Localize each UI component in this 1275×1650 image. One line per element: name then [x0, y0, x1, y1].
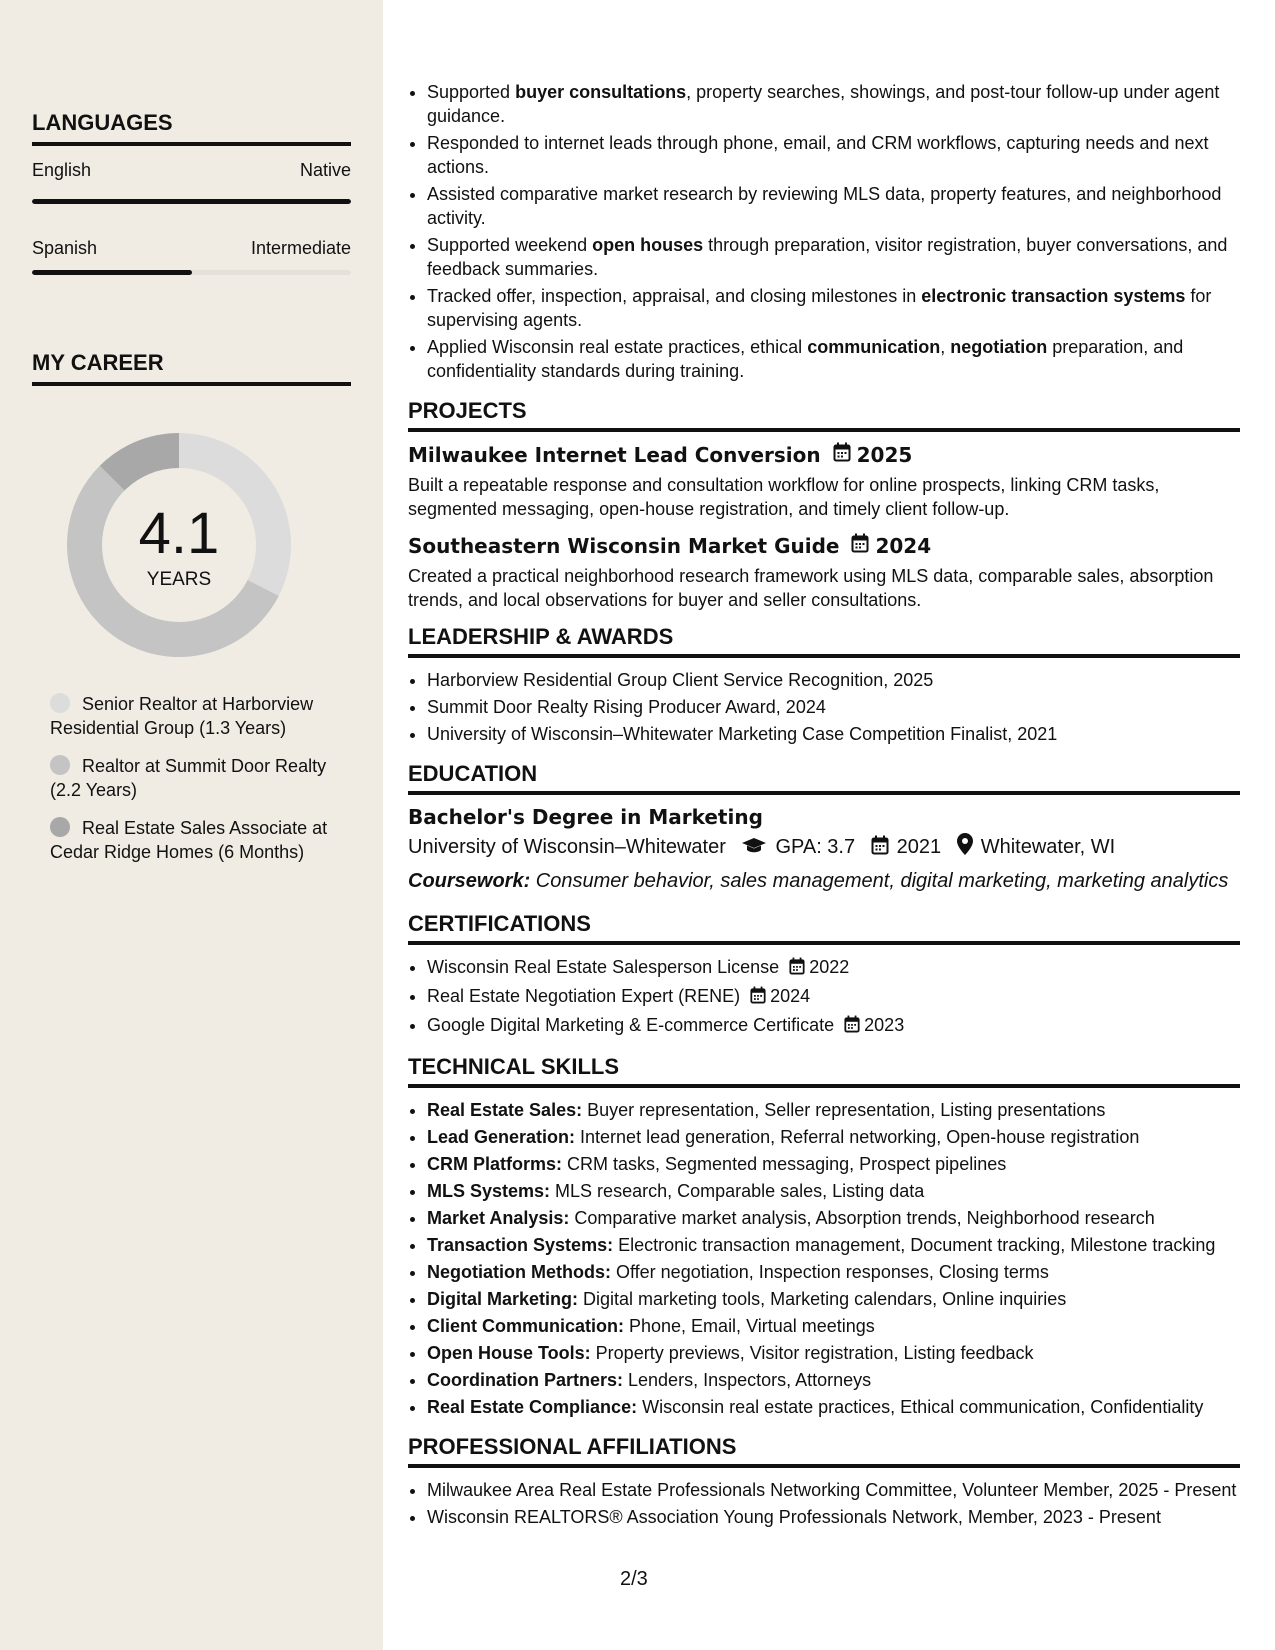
language-level: Intermediate [250, 238, 351, 258]
certification-item [427, 1013, 1240, 1039]
career-heading: MY CAREER [32, 350, 351, 386]
career-legend-item [50, 754, 330, 802]
skill-category: Market Analysis: [427, 1208, 570, 1228]
certification-name: Real Estate Negotiation Expert (RENE) [427, 986, 741, 1006]
affiliation-item: • Wisconsin REALTORS® Association Young Professionals Network, Member, 2023 - Present [427, 1505, 1240, 1529]
skill-values: Wisconsin real estate practices, Ethical communication, Confidentiality [637, 1397, 1204, 1417]
bullet-text: for supervising agents. [427, 286, 1212, 330]
projects-heading: PROJECTS [408, 398, 1240, 432]
bullet-text: Tracked offer, inspection, appraisal, and closing milestones in [427, 286, 922, 306]
skill-category: Digital Marketing: [427, 1289, 579, 1309]
career-unit: YEARS [146, 569, 212, 590]
certification-name: Google Digital Marketing & E-commerce Certificate [427, 1015, 835, 1035]
graduation-year: 2021 [896, 836, 942, 858]
experience-bullet [427, 335, 1240, 383]
coursework-label: Coursework: [408, 870, 531, 892]
award-item: • Harborview Residential Group Client Service Recognition, 2025 [427, 668, 1240, 692]
skill-values: CRM tasks, Segmented messaging, Prospect pipelines [562, 1154, 1007, 1174]
certification-year: 2023 [864, 1015, 905, 1035]
language-row-english [32, 160, 351, 181]
language-bar-spanish [32, 270, 351, 275]
calendar-icon [750, 986, 766, 1010]
bullet-text: preparation, and confidentiality standards during training. [427, 337, 1184, 381]
project-name: Southeastern Wisconsin Market Guide [408, 534, 840, 558]
skill-item [427, 1287, 1240, 1311]
skill-item [427, 1098, 1240, 1122]
skill-values: Offer negotiation, Inspection responses, Closing terms [610, 1262, 1049, 1282]
bullet-text: Assisted comparative market research by reviewing MLS data, property features, and neighborhood activity. [427, 184, 1222, 228]
language-name: English [32, 160, 92, 180]
project-name: Milwaukee Internet Lead Conversion [408, 443, 821, 467]
skill-category: Coordination Partners: [427, 1370, 624, 1390]
language-bar-fill [32, 270, 192, 275]
calendar-icon [789, 957, 805, 981]
experience-bullet [427, 80, 1240, 128]
skill-item [427, 1314, 1240, 1338]
degree: Bachelor's Degree in Marketing [408, 805, 763, 829]
skill-item [427, 1206, 1240, 1230]
language-bar-english [32, 199, 351, 204]
skill-item [427, 1152, 1240, 1176]
skill-item [427, 1368, 1240, 1392]
certifications-heading: CERTIFICATIONS [408, 911, 1240, 945]
skill-values: MLS research, Comparable sales, Listing data [550, 1181, 925, 1201]
affiliations-list [408, 1478, 1240, 1529]
career-label: Senior Realtor at Harborview Residential Group (1.3 Years) [50, 694, 314, 738]
career-label: Realtor at Summit Door Realty (2.2 Years) [50, 756, 327, 800]
career-total: 4.1 [138, 501, 220, 566]
bullet-text: , property searches, showings, and post-tour follow-up under agent guidance. [427, 82, 1220, 126]
page-number: 2/3 [620, 1568, 648, 1590]
bullet-text: , [940, 337, 951, 357]
calendar-icon [871, 835, 889, 863]
coursework-text: Consumer behavior, sales management, digital marketing, marketing analytics [530, 870, 1229, 892]
skill-category: Real Estate Compliance: [427, 1397, 638, 1417]
project-title [408, 442, 1240, 467]
award-item: • Summit Door Realty Rising Producer Award, 2024 [427, 695, 1240, 719]
skill-category: Real Estate Sales: [427, 1100, 583, 1120]
languages-heading: LANGUAGES [32, 110, 351, 146]
affiliation-item: • Milwaukee Area Real Estate Professionals Networking Committee, Volunteer Member, 2025 - Present [427, 1478, 1240, 1502]
language-name: Spanish [32, 238, 98, 258]
legend-dot [50, 817, 70, 837]
project-year: 2024 [875, 534, 932, 558]
experience-bullet [427, 233, 1240, 281]
legend-dot [50, 693, 70, 713]
school-name: University of Wisconsin–Whitewater [408, 836, 726, 858]
language-row-spanish [32, 238, 351, 259]
school-location: Whitewater, WI [980, 836, 1116, 858]
project-title [408, 533, 1240, 558]
calendar-icon [844, 1015, 860, 1039]
project-description: Created a practical neighborhood research framework using MLS data, comparable sales, absorption trends, and local observations for buyer and seller consultations. [408, 566, 1214, 610]
skill-item [427, 1341, 1240, 1365]
skill-values: Comparative market analysis, Absorption trends, Neighborhood research [569, 1208, 1155, 1228]
education-heading: EDUCATION [408, 761, 1240, 795]
skill-values: Property previews, Visitor registration, Listing feedback [590, 1343, 1034, 1363]
emphasis-text: open houses [592, 235, 704, 255]
sidebar [0, 0, 383, 1650]
main-content [408, 80, 1240, 1532]
skill-category: Negotiation Methods: [427, 1262, 611, 1282]
award-item: • University of Wisconsin–Whitewater Marketing Case Competition Finalist, 2021 [427, 722, 1240, 746]
leadership-heading: LEADERSHIP & AWARDS [408, 624, 1240, 658]
bullet-text: Responded to internet leads through phone, email, and CRM workflows, capturing needs and next actions. [427, 133, 1209, 177]
bullet-text: Supported weekend [427, 235, 593, 255]
emphasis-text: buyer consultations [515, 82, 687, 102]
education-details [408, 833, 1240, 863]
skill-values: Phone, Email, Virtual meetings [624, 1316, 875, 1336]
skill-values: Digital marketing tools, Marketing calendars, Online inquiries [578, 1289, 1067, 1309]
skill-item [427, 1233, 1240, 1257]
projects-list [408, 442, 1240, 612]
skill-values: Internet lead generation, Referral networking, Open-house registration [575, 1127, 1140, 1147]
certification-year: 2024 [770, 986, 811, 1006]
bullet-text: Applied Wisconsin real estate practices, ethical [427, 337, 808, 357]
skill-category: Client Communication: [427, 1316, 624, 1336]
emphasis-text: communication [807, 337, 941, 357]
project-year: 2025 [856, 443, 913, 467]
skill-category: Open House Tools: [427, 1343, 591, 1363]
bullet-text: through preparation, visitor registration, buyer conversations, and feedback summaries. [427, 235, 1228, 279]
skill-values: Buyer representation, Seller representation, Listing presentations [582, 1100, 1106, 1120]
experience-bullets [408, 80, 1240, 383]
skill-item [427, 1179, 1240, 1203]
skill-values: Lenders, Inspectors, Attorneys [623, 1370, 872, 1390]
calendar-icon [833, 442, 851, 467]
experience-bullet [427, 284, 1240, 332]
leadership-list [408, 668, 1240, 746]
skill-category: CRM Platforms: [427, 1154, 563, 1174]
career-legend-item [50, 692, 330, 740]
career-legend-item [50, 816, 330, 864]
skill-category: Lead Generation: [427, 1127, 576, 1147]
location-pin-icon [957, 833, 973, 863]
skill-item [427, 1395, 1240, 1419]
certification-year: 2022 [809, 957, 850, 977]
career-donut-chart [64, 430, 294, 660]
career-label: Real Estate Sales Associate at Cedar Ridge Homes (6 Months) [50, 818, 328, 862]
skills-heading: TECHNICAL SKILLS [408, 1054, 1240, 1088]
bullet-text: Supported [427, 82, 516, 102]
language-level: Native [299, 160, 351, 180]
skill-category: Transaction Systems: [427, 1235, 614, 1255]
skill-values: Electronic transaction management, Document tracking, Milestone tracking [613, 1235, 1216, 1255]
affiliations-heading: PROFESSIONAL AFFILIATIONS [408, 1434, 1240, 1468]
experience-bullet [427, 131, 1240, 179]
skill-item [427, 1260, 1240, 1284]
certification-item [427, 984, 1240, 1010]
coursework [408, 865, 1240, 897]
skill-category: MLS Systems: [427, 1181, 551, 1201]
experience-bullet [427, 182, 1240, 230]
emphasis-text: negotiation [950, 337, 1048, 357]
project-description: Built a repeatable response and consultation workflow for online prospects, linking CRM tasks, segmented messaging, open-house registration, and timely client follow-up. [408, 475, 1160, 519]
emphasis-text: electronic transaction systems [921, 286, 1186, 306]
legend-dot [50, 755, 70, 775]
gpa: GPA: 3.7 [775, 836, 856, 858]
certification-item [427, 955, 1240, 981]
language-bar-fill [32, 199, 351, 204]
certifications-list [408, 955, 1240, 1039]
certification-name: Wisconsin Real Estate Salesperson License [427, 957, 780, 977]
graduation-cap-icon [741, 835, 767, 863]
skill-item [427, 1125, 1240, 1149]
skills-list [408, 1098, 1240, 1419]
calendar-icon [851, 533, 869, 558]
